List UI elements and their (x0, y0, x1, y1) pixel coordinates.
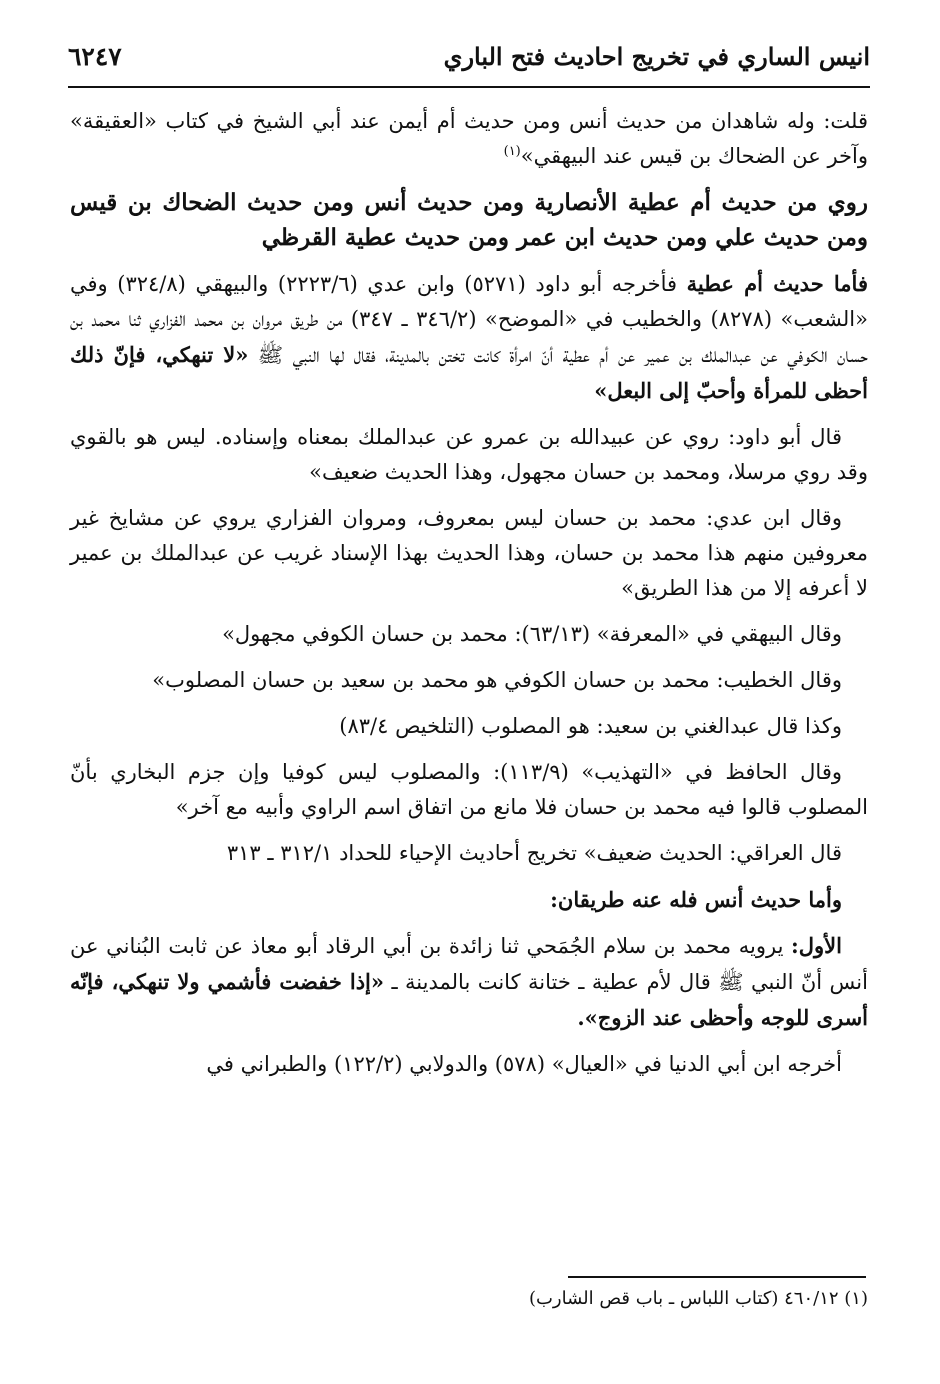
book-title: انيس الساري في تخريج احاديث فتح الباري (443, 42, 870, 71)
paragraph-khatib: وقال الخطيب: محمد بن حسان الكوفي هو محمد بن سعيد بن حسان المصلوب» (152, 668, 842, 692)
paragraph-bayhaqi: وقال البيهقي في «المعرفة» (٦٣/١٣): محمد بن حسان الكوفي مجهول» (222, 622, 842, 646)
footnote-ref: (١) (503, 144, 521, 159)
paragraph-first-route (70, 928, 868, 1036)
paragraph-umm-atiyya-text: فأخرجه أبو داود (٥٢٧١) وابن عدي (٢٢٢٣/٦) والبيهقي (٣٢٤/٨) وفي «الشعب» (٨٢٧٨) والخطيب في «الموضح» (٣٤٦/٢ ـ ٣٤٧) من طريق مروان بن محمد الفزاري ثنا محمد بن حسان الكوفي عن عبدالملك بن عمير عن أم عطية أنّ امرأة كانت تختن بالمدينة، فقال لها النبي ﷺ (70, 272, 868, 367)
first-route-text: يرويه محمد بن سلام الجُمَحي ثنا زائدة بن أبي الرقاد أبو معاذ عن ثابت البُناني عن أنس أنّ النبي ﷺ قال لأم عطية ـ ختانة كانت بالمدينة ـ (70, 934, 868, 994)
running-header (68, 40, 870, 82)
page-number: ٦٢٤٧ (68, 42, 122, 71)
paragraph-umm-atiyya (70, 266, 868, 409)
paragraph-hafiz: وقال الحافظ في «التهذيب» (١١٣/٩): والمصلوب ليس كوفيا وإن جزم البخاري بأنّ المصلوب قالوا فيه محمد بن حسان فلا مانع من اتفاق اسم الراوي وأبيه مع آخر» (70, 760, 868, 819)
footnote: (١) ٤٦٠/١٢ (كتاب اللباس ـ باب قص الشارب) (528, 1288, 868, 1309)
paragraph-iraqi: قال العراقي: الحديث ضعيف» تخريج أحاديث الإحياء للحداد ٣١٢/١ ـ ٣١٣ (226, 841, 842, 865)
first-route-quote: «إذا خفضت فأشمي ولا تنهكي، فإنّه أسرى للوجه وأحظى عند الزوج». (70, 969, 868, 1030)
first-route-label: الأول: (791, 933, 842, 958)
hadith-quote: «لا تنهكي، فإنّ ذلك أحظى للمرأة وأحبّ إلى البعل» (70, 342, 868, 403)
main-text (70, 104, 868, 1093)
header-divider (68, 86, 870, 88)
paragraph-umm-atiyya-lead: فأما حديث أم عطية (686, 271, 868, 296)
paragraph-witnesses (70, 104, 868, 174)
paragraph-takhrij: أخرجه ابن أبي الدنيا في «العيال» (٥٧٨) والدولابي (١٢٢/٢) والطبراني في (206, 1052, 842, 1076)
paragraph-anas-heading: وأما حديث أنس فله عنه طريقان: (550, 887, 842, 912)
footnote-divider (568, 1276, 866, 1278)
paragraph-abu-dawud: قال أبو داود: روي عن عبيدالله بن عمرو عن عبدالملك بمعناه وإسناده. ليس هو بالقوي وقد روي مرسلا، ومحمد بن حسان مجهول، وهذا الحديث ضعيف» (70, 425, 868, 484)
paragraph-abdulghani: وكذا قال عبدالغني بن سعيد: هو المصلوب (التلخيص ٨٣/٤) (339, 714, 842, 738)
paragraph-witnesses-text: قلت: وله شاهدان من حديث أنس ومن حديث أم أيمن عند أبي الشيخ في كتاب «العقيقة» وآخر عن الضحاك بن قيس عند البيهقي» (70, 109, 868, 168)
paragraph-ibn-adi: وقال ابن عدي: محمد بن حسان ليس بمعروف، ومروان الفزاري يروي عن مشايخ غير معروفين منهم هذا محمد بن حسان، وهذا الحديث بهذا الإسناد غريب عن عبدالملك بن عمير لا أعرفه إلا من هذا الطريق» (70, 506, 868, 600)
paragraph-narrations-heading: روي من حديث أم عطية الأنصارية ومن حديث أنس ومن حديث الضحاك بن قيس ومن حديث علي ومن حديث ابن عمر ومن حديث عطية القرظي (70, 189, 868, 251)
